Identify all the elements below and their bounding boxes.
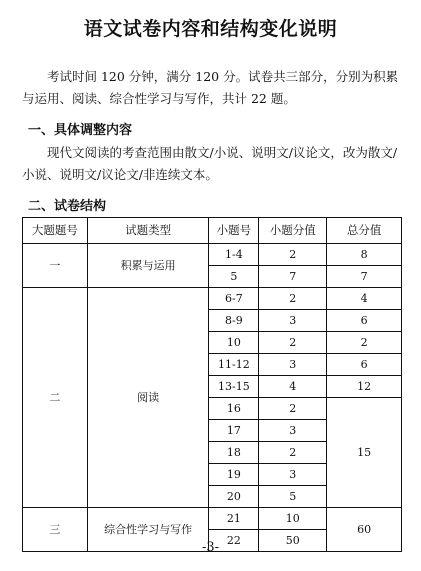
total-score-cell: 4	[327, 288, 402, 310]
sub-question-cell: 21	[209, 508, 259, 530]
intro-paragraph: 考试时间 120 分钟，满分 120 分。试卷共三部分，分别为积累与运用、阅读、综合性学习与写作，共计 22 题。	[22, 69, 399, 106]
part-number-cell: 三	[23, 508, 88, 552]
sub-score-cell: 7	[259, 266, 327, 288]
sub-score-cell: 2	[259, 442, 327, 464]
table-row	[23, 288, 402, 310]
sub-score-cell: 3	[259, 420, 327, 442]
sub-score-cell: 3	[259, 464, 327, 486]
sub-score-cell: 3	[259, 310, 327, 332]
sub-score-cell: 2	[259, 332, 327, 354]
sub-score-cell: 2	[259, 288, 327, 310]
section2-heading: 二、试卷结构	[28, 199, 107, 214]
question-type-cell: 综合性学习与写作	[87, 508, 209, 552]
total-score-cell: 8	[327, 244, 402, 266]
exam-structure-table	[22, 217, 402, 552]
sub-score-cell: 4	[259, 376, 327, 398]
section1-heading: 一、具体调整内容	[28, 123, 133, 138]
table-row	[23, 244, 402, 266]
sub-question-cell: 18	[209, 442, 259, 464]
sub-question-cell: 8-9	[209, 310, 259, 332]
sub-question-cell: 19	[209, 464, 259, 486]
part-number-cell: 二	[23, 288, 88, 508]
part-number-cell: 一	[23, 244, 88, 288]
sub-question-cell: 17	[209, 420, 259, 442]
sub-question-cell: 16	[209, 398, 259, 420]
total-score-cell: 12	[327, 376, 402, 398]
sub-question-cell: 13-15	[209, 376, 259, 398]
merged-total-score-cell: 15	[327, 398, 402, 508]
page-title: 语文试卷内容和结构变化说明	[83, 18, 338, 40]
table-row	[23, 508, 402, 530]
sub-question-cell: 6-7	[209, 288, 259, 310]
sub-score-cell: 2	[259, 398, 327, 420]
sub-question-cell: 10	[209, 332, 259, 354]
total-score-cell: 7	[327, 266, 402, 288]
sub-score-cell: 2	[259, 244, 327, 266]
sub-question-cell: 11-12	[209, 354, 259, 376]
sub-question-cell: 20	[209, 486, 259, 508]
header-sub-score: 小题分值	[259, 218, 327, 244]
sub-score-cell: 50	[259, 530, 327, 552]
header-question-type: 试题类型	[87, 218, 209, 244]
merged-total-score-cell: 60	[327, 508, 402, 552]
header-total-score: 总分值	[327, 218, 402, 244]
sub-question-cell: 1-4	[209, 244, 259, 266]
question-type-cell: 阅读	[87, 288, 209, 508]
sub-score-cell: 3	[259, 354, 327, 376]
header-part-number: 大题题号	[23, 218, 88, 244]
section1-paragraph: 现代文阅读的考查范围由散文/小说、说明文/议论文，改为散文/小说、说明文/议论文/非连续文本。	[22, 145, 398, 182]
table-header-row	[23, 218, 402, 244]
sub-score-cell: 10	[259, 508, 327, 530]
header-sub-question: 小题号	[209, 218, 259, 244]
page-number: -3-	[201, 540, 220, 555]
total-score-cell: 6	[327, 310, 402, 332]
question-type-cell: 积累与运用	[87, 244, 209, 288]
total-score-cell: 6	[327, 354, 402, 376]
sub-score-cell: 5	[259, 486, 327, 508]
total-score-cell: 2	[327, 332, 402, 354]
sub-question-cell: 22	[209, 530, 259, 552]
sub-question-cell: 5	[209, 266, 259, 288]
